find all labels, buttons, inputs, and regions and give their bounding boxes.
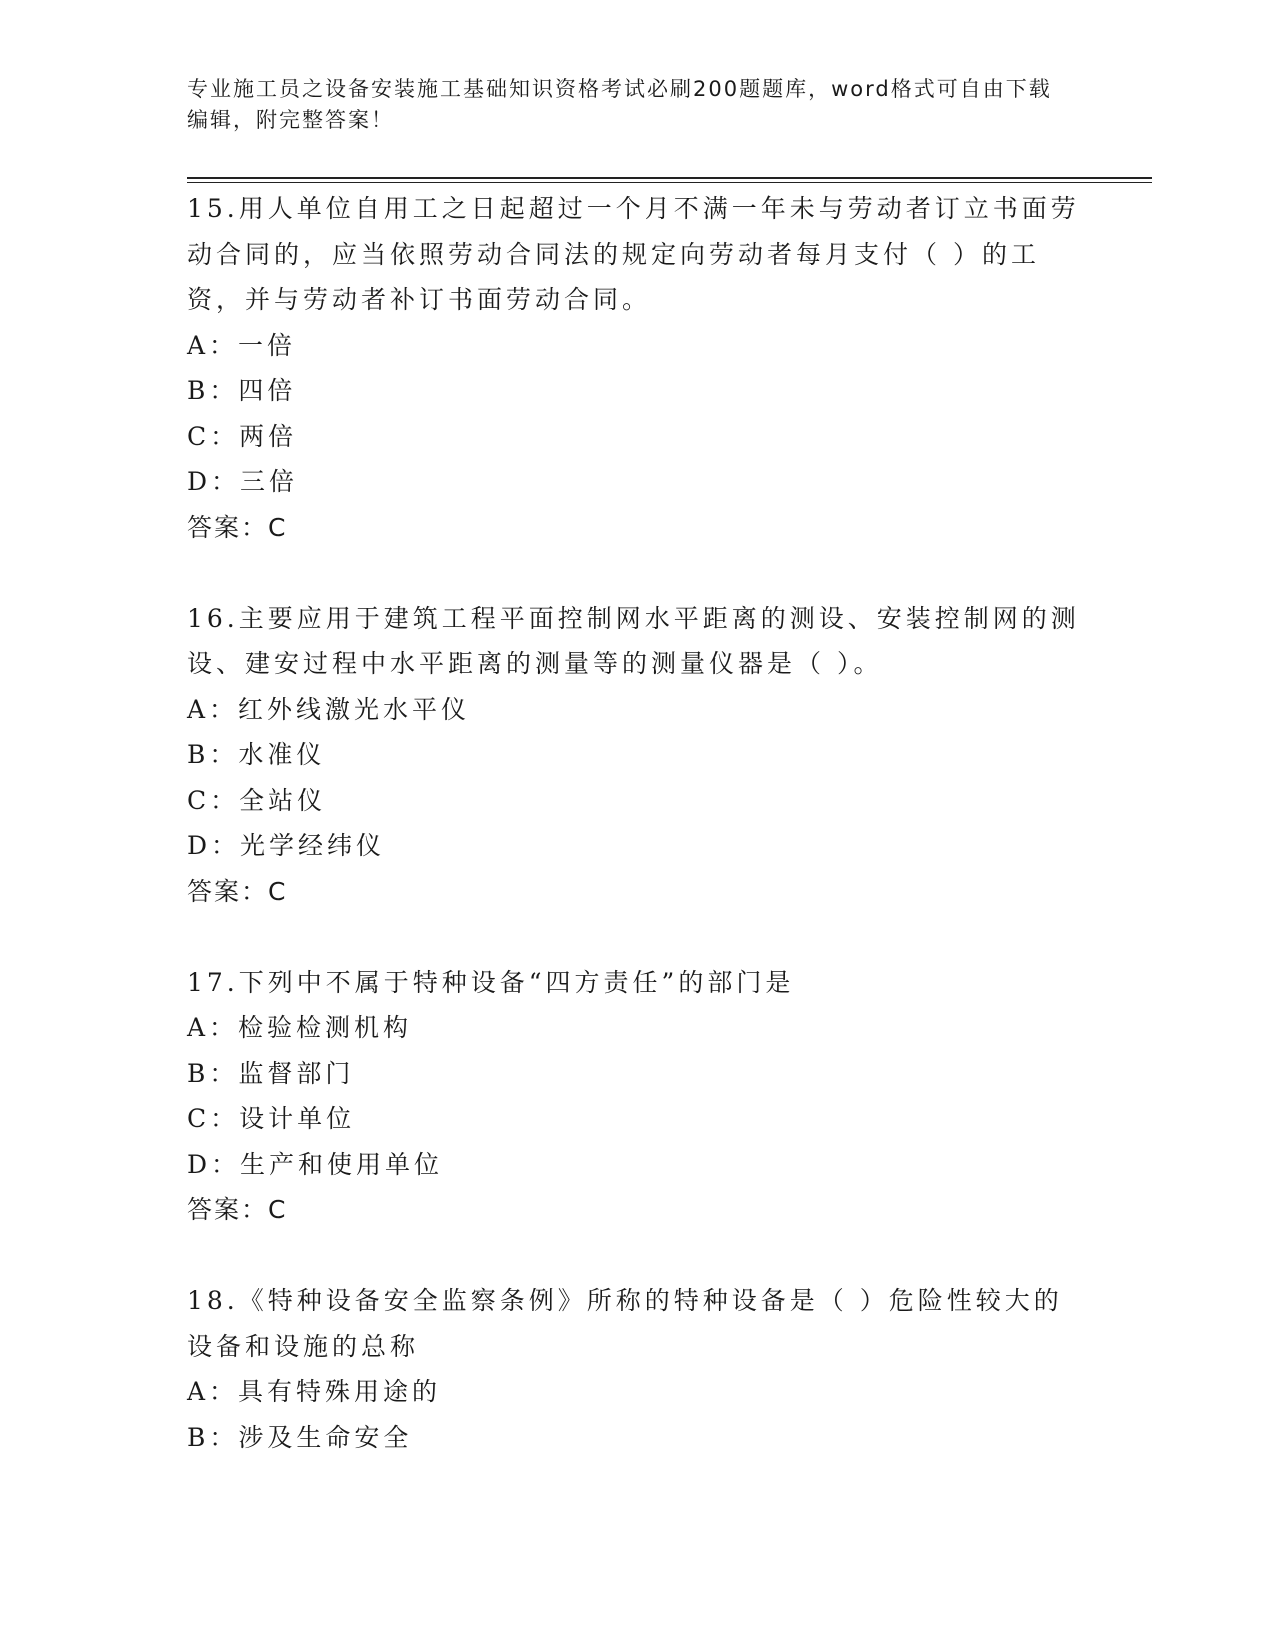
option-c: C：全站仪 — [187, 785, 327, 815]
answer-line: 答案：C — [187, 876, 288, 906]
question-15 — [187, 186, 1087, 550]
question-list — [187, 186, 1087, 1506]
option-b: B：四倍 — [187, 376, 297, 405]
question-17 — [187, 960, 1087, 1233]
option-a: A：具有特殊用途的 — [187, 1377, 442, 1406]
option-a: A：检验检测机构 — [187, 1013, 413, 1042]
question-stem: 17.下列中不属于特种设备“四方责任”的部门是 — [187, 967, 795, 997]
option-c: C：两倍 — [187, 421, 298, 451]
header-divider-thin — [187, 182, 1152, 183]
question-stem: 16.主要应用于建筑工程平面控制网水平距离的测设、安装控制网的测设、建安过程中水平距离的测量等的测量仪器是（ ）。 — [187, 603, 1080, 678]
option-a: A：一倍 — [187, 330, 297, 360]
option-d: D：三倍 — [187, 467, 299, 496]
option-c: C：设计单位 — [187, 1104, 356, 1133]
option-a: A：红外线激光水平仪 — [187, 694, 471, 724]
option-b: B：涉及生命安全 — [187, 1422, 413, 1452]
question-stem: 18.《特种设备安全监察条例》所称的特种设备是（ ）危险性较大的设备和设施的总称 — [187, 1286, 1063, 1361]
option-b: B：水准仪 — [187, 740, 326, 769]
document-header: 专业施工员之设备安装施工基础知识资格考试必刷200题题库，word格式可自由下载编辑，附完整答案！ — [187, 77, 1052, 132]
question-stem: 15.用人单位自用工之日起超过一个月不满一年未与劳动者订立书面劳动合同的，应当依照劳动合同法的规定向劳动者每月支付（ ）的工资，并与劳动者补订书面劳动合同。 — [187, 194, 1080, 314]
option-d: D：生产和使用单位 — [187, 1149, 444, 1179]
answer-line: 答案：C — [187, 1195, 288, 1224]
option-b: B：监督部门 — [187, 1058, 355, 1088]
header-divider-thick — [187, 177, 1152, 179]
question-16 — [187, 596, 1087, 915]
answer-line: 答案：C — [187, 512, 288, 542]
question-18 — [187, 1278, 1087, 1460]
option-d: D：光学经纬仪 — [187, 831, 386, 860]
